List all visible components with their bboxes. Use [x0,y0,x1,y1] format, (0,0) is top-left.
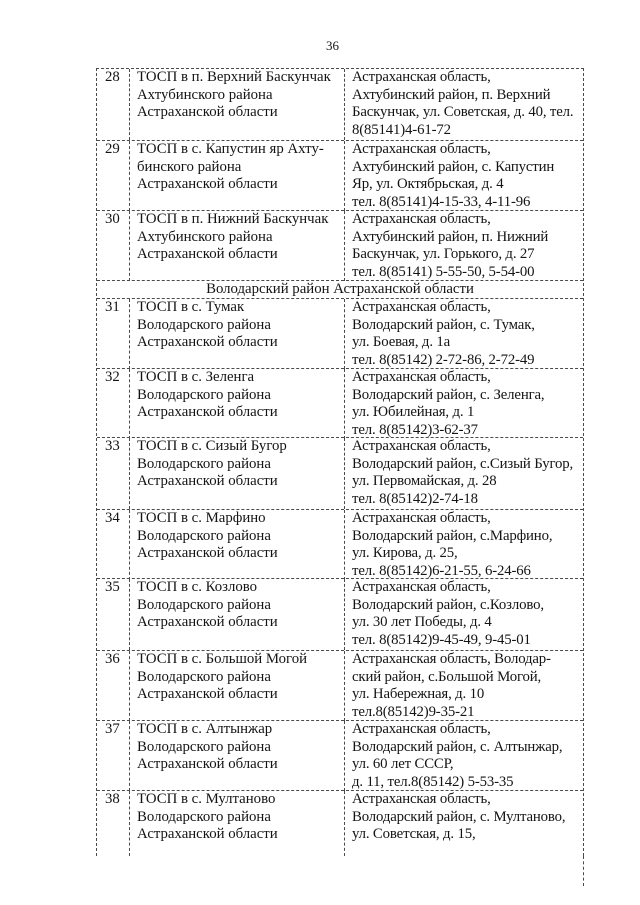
organizations-table [96,68,584,856]
org-name-line: Володарского района [137,738,271,755]
org-name-line: ТОСП в п. Верхний Баскунчак [137,69,331,85]
org-name [129,721,344,791]
address [344,211,583,281]
table-row [97,299,583,369]
row-number: 30 [105,211,120,227]
row-number: 33 [105,438,120,454]
org-name-line: ТОСП в с. Сизый Бугор [137,438,287,454]
address-line: тел.8(85142)9-35-21 [352,703,475,720]
org-name [129,791,344,856]
address-line: ул. 60 лет СССР, [352,756,454,773]
table-row [97,791,583,856]
address-line: Астраханская область, [352,211,491,227]
org-name-line: Володарского района [137,316,271,333]
address [344,299,583,369]
org-name-line: бинского района [137,158,242,175]
address-line: Астраханская область, [352,579,491,595]
row-number: 31 [105,299,120,315]
org-name-line: Астраханской области [137,545,278,562]
org-name-line: Астраханской области [137,826,278,843]
org-name-line: Володарского района [137,596,271,613]
address-line: Астраханская область, [352,69,491,85]
address-line: ул. Советская, д. 15, [352,826,476,843]
address-line: Володарский район, с. Мултаново, [352,808,566,825]
table-row [97,69,583,141]
org-name-line: Астраханской области [137,104,278,121]
address-line: д. 11, тел.8(85142) 5-53-35 [352,773,514,790]
row-number: 28 [105,69,120,85]
address-line: тел. 8(85142)3-62-37 [352,421,478,438]
address-line: Астраханская область, [352,438,491,454]
table-row [97,510,583,579]
address-line: 8(85141)4-61-72 [352,121,451,138]
address [344,579,583,650]
row-number: 34 [105,510,120,526]
address-line: Ахтубинский район, п. Верхний [352,86,551,103]
org-name [129,579,344,650]
address-line: Володарский район, с.Сизый Бугор, [352,455,574,472]
org-name-line: Астраханской области [137,756,278,773]
row-number: 29 [105,141,120,157]
org-name-line: Володарского района [137,455,271,472]
org-name-line: Володарского района [137,386,271,403]
table-row [97,211,583,281]
org-name-line: Володарского района [137,668,271,685]
address [344,141,583,211]
org-name-line: ТОСП в с. Тумак [137,299,245,315]
org-name [129,69,344,140]
org-name-line: Володарского района [137,527,271,544]
address [344,438,583,509]
address [344,510,583,580]
table-row [97,438,583,510]
address [344,651,583,721]
address-line: Астраханская область, [352,510,491,526]
org-name [129,651,344,721]
address-line: Астраханская область, [352,721,491,737]
table-row [97,579,583,651]
org-name [129,299,344,369]
address-line: тел. 8(85142) 2-72-86, 2-72-49 [352,351,535,368]
address-line: тел. 8(85142)9-45-49, 9-45-01 [352,631,531,648]
org-name-line: ТОСП в с. Зеленга [137,369,255,385]
org-name-line: Ахтубинского района [137,86,273,103]
org-name-line: ТОСП в п. Нижний Баскунчак [137,211,329,227]
org-name-line: ТОСП в с. Алтынжар [137,721,273,737]
address-line: ул. Набережная, д. 10 [352,686,485,703]
org-name-line: Астраханской области [137,404,278,421]
org-name [129,438,344,509]
address [344,721,583,791]
table-border-continuation [583,856,584,886]
address-line: ул. 30 лет Победы, д. 4 [352,614,492,631]
address-line: Ахтубинский район, п. Нижний [352,228,549,245]
address-line: тел. 8(85142)2-74-18 [352,490,478,507]
org-name [129,141,344,211]
address [344,69,583,140]
address-line: Ахтубинский район, с. Капустин [352,158,555,175]
address-line: Баскунчак, ул. Советская, д. 40, тел. [352,104,574,121]
address-line: тел. 8(85142)6-21-55, 6-24-66 [352,562,531,579]
address [344,369,583,439]
org-name-line: Астраханской области [137,334,278,351]
address-line: ул. Юбилейная, д. 1 [352,404,475,421]
org-name-line: Астраханской области [137,246,278,263]
address [344,791,583,856]
org-name-line: ТОСП в с. Капустин яр Ахту- [137,141,324,157]
address-line: ский район, с.Большой Могой, [352,668,542,685]
org-name-line: Астраханской области [137,473,278,490]
address-line: ул. Кирова, д. 25, [352,545,458,562]
org-name-line: ТОСП в с. Марфино [137,510,266,526]
table-row [97,369,583,438]
address-line: Астраханская область, [352,369,491,385]
address-line: Астраханская область, [352,791,491,807]
table-row [97,141,583,211]
address-line: ул. Боевая, д. 1а [352,334,451,351]
address-line: тел. 8(85141) 5-55-50, 5-54-00 [352,263,535,280]
address-line: Володарский район, с. Алтынжар, [352,738,563,755]
address-line: Володарский район, с. Зеленга, [352,386,545,403]
table-row [97,721,583,791]
address-line: ул. Первомайская, д. 28 [352,473,497,490]
row-number: 37 [105,721,120,737]
address-line: Астраханская область, [352,141,491,157]
org-name [129,211,344,281]
org-name [129,510,344,580]
address-line: Баскунчак, ул. Горького, д. 27 [352,246,535,263]
address-line: Астраханская область, [352,299,491,315]
org-name-line: Ахтубинского района [137,228,273,245]
address-line: Володарский район, с.Марфино, [352,527,553,544]
org-name-line: Астраханской области [137,686,278,703]
org-name-line: ТОСП в с. Козлово [137,579,258,595]
org-name-line: Володарского района [137,808,271,825]
org-name [129,369,344,439]
address-line: тел. 8(85141)4-15-33, 4-11-96 [352,193,531,210]
address-line: Астраханская область, Володар- [352,651,551,667]
row-number: 35 [105,579,120,595]
row-number: 32 [105,369,120,385]
org-name-line: Астраханской области [137,614,278,631]
page-number: 36 [326,38,339,53]
org-name-line: Астраханской области [137,176,278,193]
section-heading: Володарский район Астраханской области [97,281,583,299]
org-name-line: ТОСП в с. Большой Могой [137,651,308,667]
row-number: 38 [105,791,120,807]
table-row [97,651,583,721]
address-line: Яр, ул. Октябрьская, д. 4 [352,176,504,193]
address-line: Володарский район, с.Козлово, [352,596,544,613]
row-number: 36 [105,651,120,667]
address-line: Володарский район, с. Тумак, [352,316,535,333]
org-name-line: ТОСП в с. Мултаново [137,791,276,807]
